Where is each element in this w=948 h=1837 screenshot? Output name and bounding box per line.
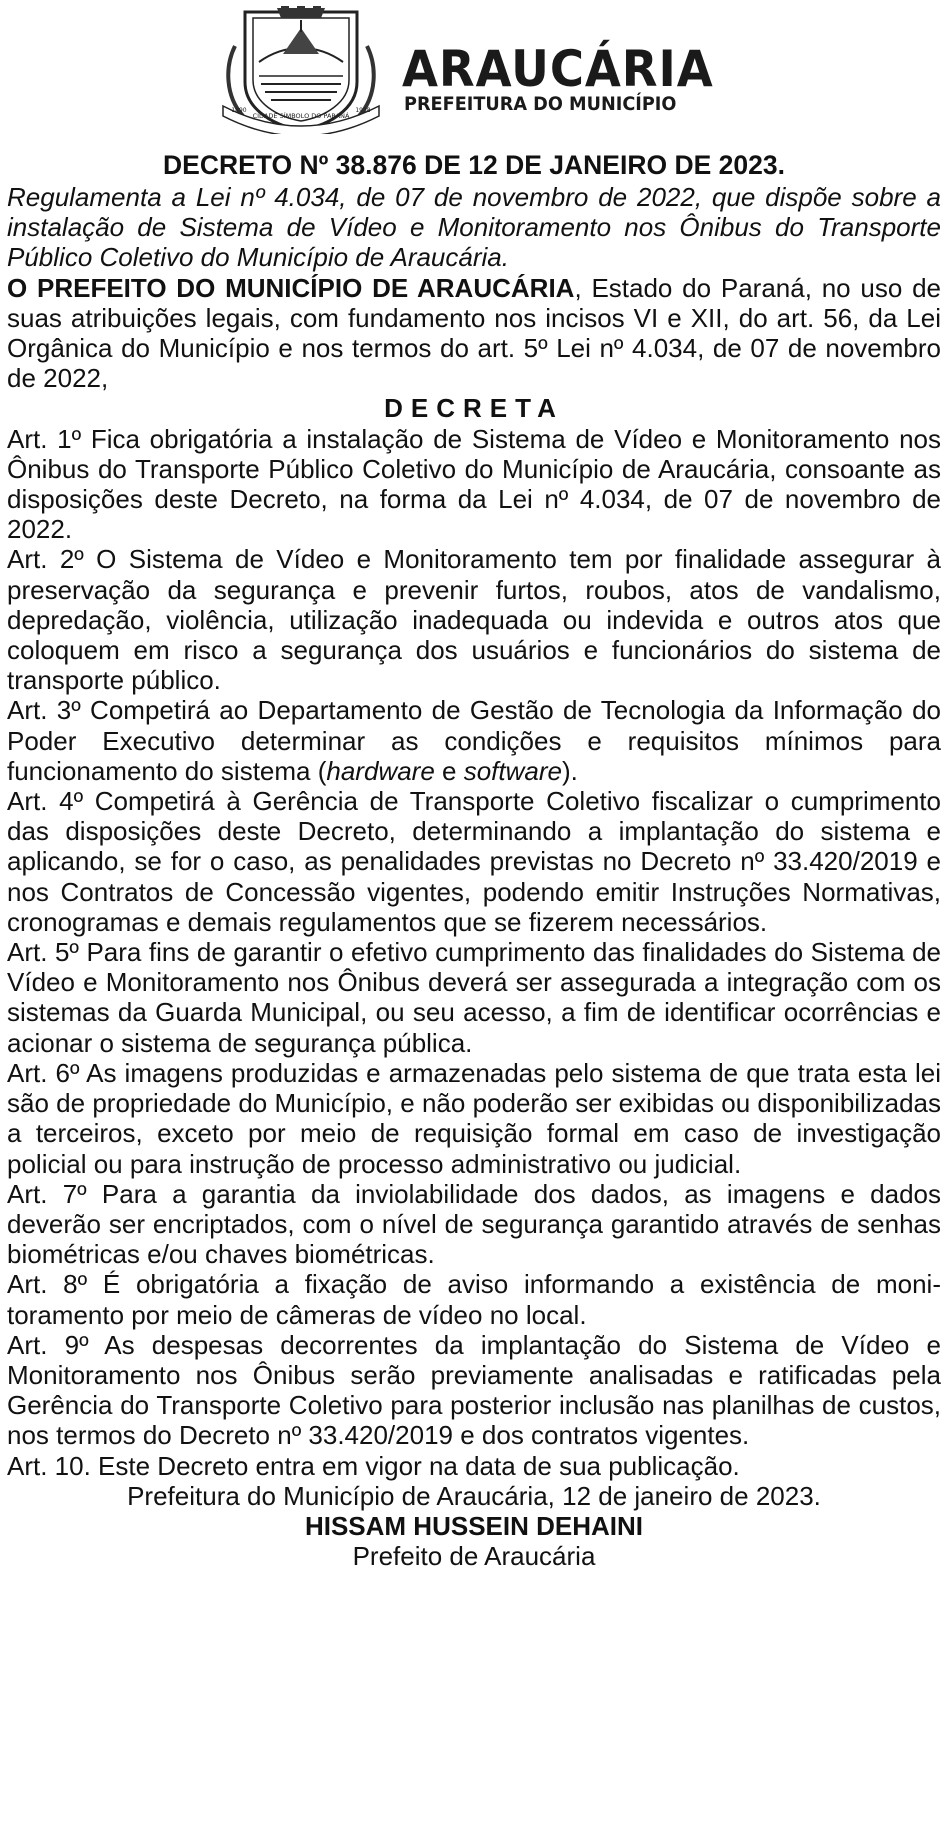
closing-line: Prefeitura do Município de Araucária, 12 de janeiro de 2023. xyxy=(127,1480,821,1511)
article-8: Art. 8º É obrigatória a fixação de aviso informando a existência de monitoramento por meio de câmeras de vídeo no local. xyxy=(7,1269,941,1330)
article-4: Art. 4º Competirá à Gerência de Transporte Coletivo fiscalizar o cumprimento das disposições deste Decreto, determinando a implantação do sistema e aplicando, se for o caso, as penalidades previstas no Decreto nº 33.420/2019 e nos Contratos de Concessão vigentes, podendo emitir Instruções Normativas, cronogramas e demais regulamentos que se fizerem necessários. xyxy=(7,786,941,937)
preamble-authority: O PREFEITO DO MUNICÍPIO DE ARAUCÁRIA xyxy=(7,272,575,303)
brand-subtitle: PREFEITURA DO MUNICÍPIO xyxy=(404,93,677,115)
decree-preamble xyxy=(7,273,941,394)
decree-body xyxy=(7,148,941,1571)
decree-title: DECRETO Nº 38.876 DE 12 DE JANEIRO DE 2023. xyxy=(163,150,785,180)
article-2: Art. 2º O Sistema de Vídeo e Monitoramento tem por finalidade assegurar à preservação da segurança e prevenir furtos, roubos, atos de vandalismo, depredação, violência, utilização inadequada ou indevida e outros atos que coloquem em risco a segurança dos usuários e funcionários do sistema de transporte público. xyxy=(7,544,941,696)
decree-summary: Regulamenta a Lei nº 4.034, de 07 de novembro de 2022, que dispõe sobre a instalação de Sistema de Vídeo e Monitoramento nos Ônibus do Transporte Público Coletivo do Município de Araucária. xyxy=(7,182,941,273)
article-5: Art. 5º Para fins de garantir o efetivo cumprimento das finalidades do Sistema de Vídeo e Monitoramento nos Ônibus deverá ser assegurada a integração com os sistemas da Guarda Municipal, ou seu acesso, a fim de identificar ocorrências e acionar o sistema de segurança pública. xyxy=(7,937,941,1058)
article-1: Art. 1º Fica obrigatória a instalação de Sistema de Vídeo e Monitoramento nos Ônibus do Transporte Público Coletivo do Município de Araucária, consoante as disposições deste Decreto, na forma da Lei nº 4.034, de 07 de novembro de 2022. xyxy=(7,423,941,545)
crest-year-right: 1938 xyxy=(355,107,371,114)
article-7: Art. 7º Para a garantia da inviolabilidade dos dados, as imagens e dados deverão ser encriptados, com o nível de segurança garantido através de senhas biométricas e/ou chaves biométricas. xyxy=(7,1178,941,1270)
signer-name: HISSAM HUSSEIN DEHAINI xyxy=(304,1510,644,1541)
article-9: Art. 9º As despesas decorrentes da implantação do Sistema de Vídeo e Monitoramento nos Ônibus serão previamente analisadas e ratificadas pela Gerência do Transporte Coletivo para posterior inclusão nas planilhas de custos, nos termos do Decreto nº 33.420/2019 e dos contratos vigentes. xyxy=(7,1329,941,1451)
term-hardware: hardware xyxy=(326,755,435,786)
signer-role: Prefeito de Araucária xyxy=(352,1541,596,1572)
term-software: software xyxy=(463,755,562,786)
decreta-heading: DECRETA xyxy=(384,393,564,424)
preamble-text: , Estado do Paraná, no uso de suas atribuições legais, com fundamento nos incisos VI e XII, do art. 56, da Lei Orgânica do Município e nos termos do art. 5º Lei nº 4.034, de 07 de novembro de 2022, xyxy=(7,272,941,394)
brand-name: ARAUCÁRIA xyxy=(402,40,714,98)
article-10: Art. 10. Este Decreto entra em vigor na data de sua publicação. xyxy=(7,1450,740,1481)
municipal-crest-logo xyxy=(215,6,387,134)
letterhead xyxy=(7,0,941,150)
brand-wordmark xyxy=(402,40,737,115)
crest-motto: CIDADE SÍMBOLO DO PARANÁ xyxy=(252,112,350,120)
article-6: Art. 6º As imagens produzidas e armazenadas pelo sistema de que trata esta lei são de propriedade do Município, e não poderão ser exibidas ou disponibilizadas a terceiros, exceto por meio de requisição formal em caso de investigação policial ou para instrução de processo administrativo ou judicial. xyxy=(7,1057,941,1179)
crest-year-left: 1890 xyxy=(231,107,247,114)
article-3: Art. 3º Competirá ao Departamento de Gestão de Tecnologia da Informação do Poder Executivo determinar as condições e requisitos mínimos para funcionamento do sistema (hardware e software). xyxy=(7,695,941,786)
